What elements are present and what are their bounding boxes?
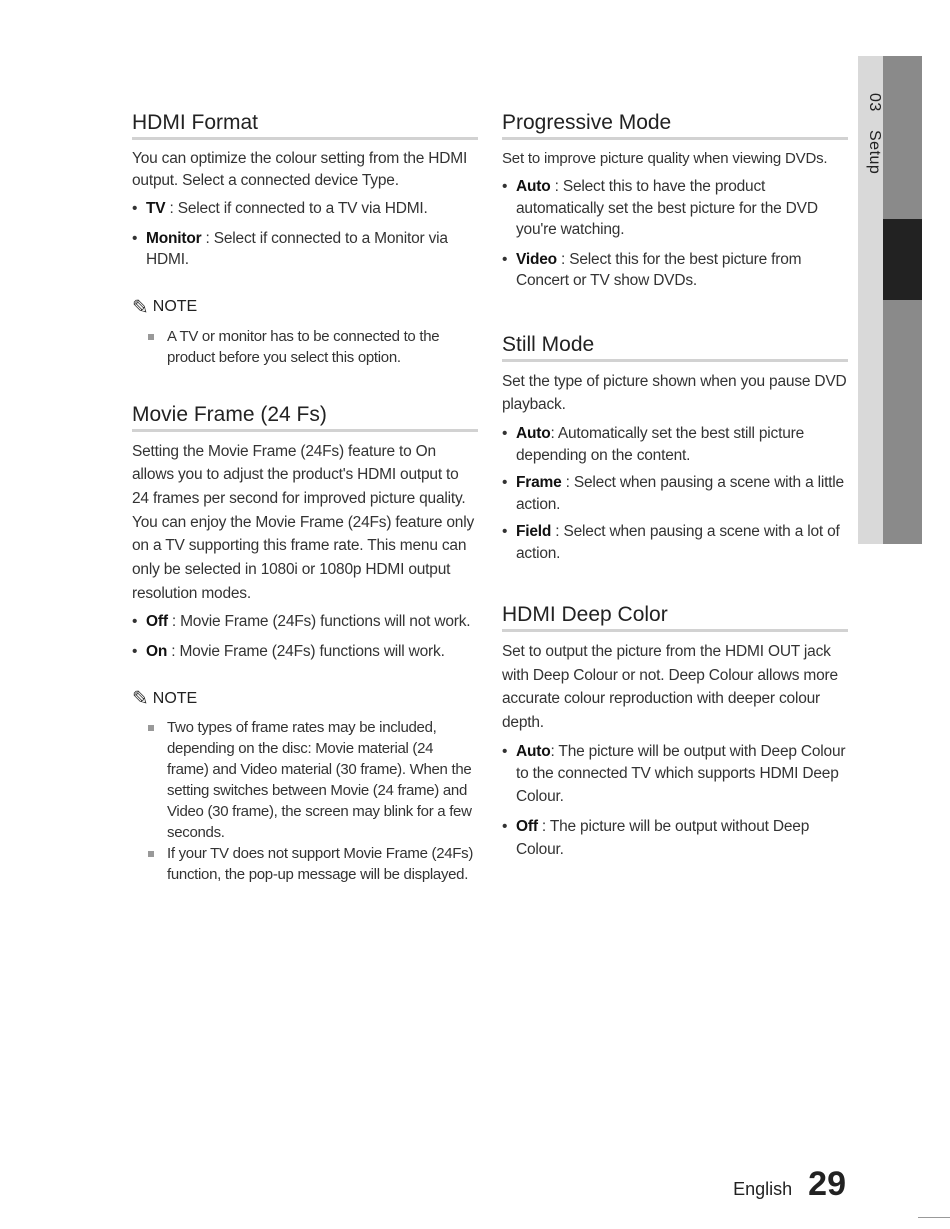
bullet-text: : Select this to have the product automatically set the best picture for the DVD you're watching. (516, 178, 818, 238)
bullet-item (502, 816, 848, 861)
chapter-side-tab (858, 56, 922, 544)
bullet-list (502, 423, 848, 566)
bullet-dot: • (132, 229, 138, 247)
side-tab-label (858, 64, 883, 204)
section-heading: HDMI Format (132, 110, 478, 140)
note-label: NOTE (152, 689, 198, 707)
bullet-term: Off (516, 818, 538, 836)
bullet-dot: • (502, 473, 508, 491)
left-column (132, 110, 478, 915)
note-text: A TV or monitor has to be connected to the product before you select this option. (167, 327, 440, 366)
bullet-item (502, 176, 848, 241)
bullet-item (502, 521, 848, 566)
note-text: If your TV does not support Movie Frame (24Fs) function, the pop-up message will be displayed. (167, 845, 474, 884)
bullet-dot: • (502, 522, 508, 540)
section-intro: Set to improve picture quality when viewing DVDs. (502, 150, 828, 167)
bullet-dot: • (502, 742, 508, 760)
bullet-text: : Select if connected to a Monitor via HDMI. (146, 229, 448, 268)
section-progressive-mode (502, 110, 848, 292)
note-item (132, 717, 478, 843)
bullet-item (502, 423, 848, 468)
section-heading: Movie Frame (24 Fs) (132, 402, 478, 432)
bullet-term: TV (146, 200, 166, 217)
bullet-dot: • (132, 613, 138, 631)
bullet-term: On (146, 642, 168, 660)
note-list (132, 717, 478, 885)
side-tab-strip (883, 56, 922, 544)
bullet-term: Auto (516, 424, 551, 442)
chapter-number: 03 (866, 93, 883, 113)
bullet-dot: • (132, 200, 138, 217)
bullet-term: Video (516, 250, 557, 268)
bullet-item (132, 641, 478, 663)
corner-rule (918, 1217, 950, 1218)
page-footer (733, 1165, 846, 1204)
note-item (132, 843, 478, 885)
bullet-item (132, 198, 478, 220)
bullet-term: Monitor (146, 229, 202, 247)
bullet-term: Auto (516, 178, 551, 195)
bullet-term: Auto (516, 742, 551, 760)
bullet-term: Field (516, 522, 552, 540)
bullet-list (132, 611, 478, 662)
pencil-icon: ✎ (132, 296, 149, 319)
section-heading: HDMI Deep Color (502, 602, 848, 632)
footer-language: English (733, 1179, 793, 1199)
right-column (502, 110, 848, 891)
bullet-dot: • (502, 424, 508, 442)
bullet-dot: • (502, 250, 508, 268)
section-hdmi-format (132, 110, 478, 368)
chapter-title: Setup (866, 130, 883, 175)
bullet-term: Off (146, 613, 168, 631)
note-text: Two types of frame rates may be included, depending on the disc: Movie material (24 frame) and Video material (30 frame). When the setting switches between Movie (24 frame) and Video (30 frame), the screen may blink for a few seconds. (167, 719, 472, 842)
bullet-term: Frame (516, 473, 562, 491)
bullet-list (132, 198, 478, 271)
bullet-dot: • (502, 178, 508, 195)
square-bullet-icon (148, 725, 154, 731)
bullet-list (502, 741, 848, 862)
section-heading: Progressive Mode (502, 110, 848, 140)
bullet-text: : Select when pausing a scene with a lot of action. (516, 522, 840, 563)
section-hdmi-deep-color (502, 602, 848, 861)
bullet-text: : Select when pausing a scene with a little action. (516, 473, 844, 514)
bullet-item (132, 228, 478, 271)
section-intro: Set the type of picture shown when you pause DVD playback. (502, 372, 847, 414)
section-movie-frame (132, 402, 478, 886)
section-heading: Still Mode (502, 332, 848, 362)
note-list (132, 326, 478, 368)
bullet-text: : Select this for the best picture from Concert or TV show DVDs. (516, 250, 802, 289)
bullet-item (502, 472, 848, 517)
square-bullet-icon (148, 851, 154, 857)
bullet-item (502, 249, 848, 292)
square-bullet-icon (148, 334, 154, 340)
section-intro: Setting the Movie Frame (24Fs) feature to On allows you to adjust the product's HDMI output to 24 frames per second for improved picture quality. You can enjoy the Movie Frame (24Fs) feature only on a TV supporting this frame rate. This menu can only be selected in 1080i or 1080p HDMI output resolution modes. (132, 442, 475, 602)
side-tab-marker (883, 219, 922, 300)
section-intro: You can optimize the colour setting from the HDMI output. Select a connected device Type. (132, 150, 468, 189)
bullet-text: : Movie Frame (24Fs) functions will work. (167, 642, 445, 660)
bullet-item (502, 741, 848, 809)
bullet-dot: • (132, 642, 138, 660)
page-number: 29 (808, 1165, 846, 1203)
bullet-text: : The picture will be output without Deep Colour. (516, 818, 810, 858)
bullet-dot: • (502, 818, 508, 836)
note-heading (132, 686, 478, 711)
note-label: NOTE (152, 298, 198, 315)
pencil-icon: ✎ (132, 688, 149, 711)
bullet-text: : The picture will be output with Deep Colour to the connected TV which supports HDMI Deep Colour. (516, 742, 846, 805)
bullet-text: : Automatically set the best still picture depending on the content. (516, 424, 804, 465)
note-item (132, 326, 478, 368)
bullet-item (132, 611, 478, 633)
section-intro: Set to output the picture from the HDMI OUT jack with Deep Colour or not. Deep Colour allows more accurate colour reproduction with deeper colour depth. (502, 642, 838, 732)
bullet-list (502, 176, 848, 292)
bullet-text: : Movie Frame (24Fs) functions will not work. (167, 613, 471, 631)
bullet-text: : Select if connected to a TV via HDMI. (165, 200, 428, 217)
section-still-mode (502, 332, 848, 566)
note-heading (132, 295, 478, 320)
